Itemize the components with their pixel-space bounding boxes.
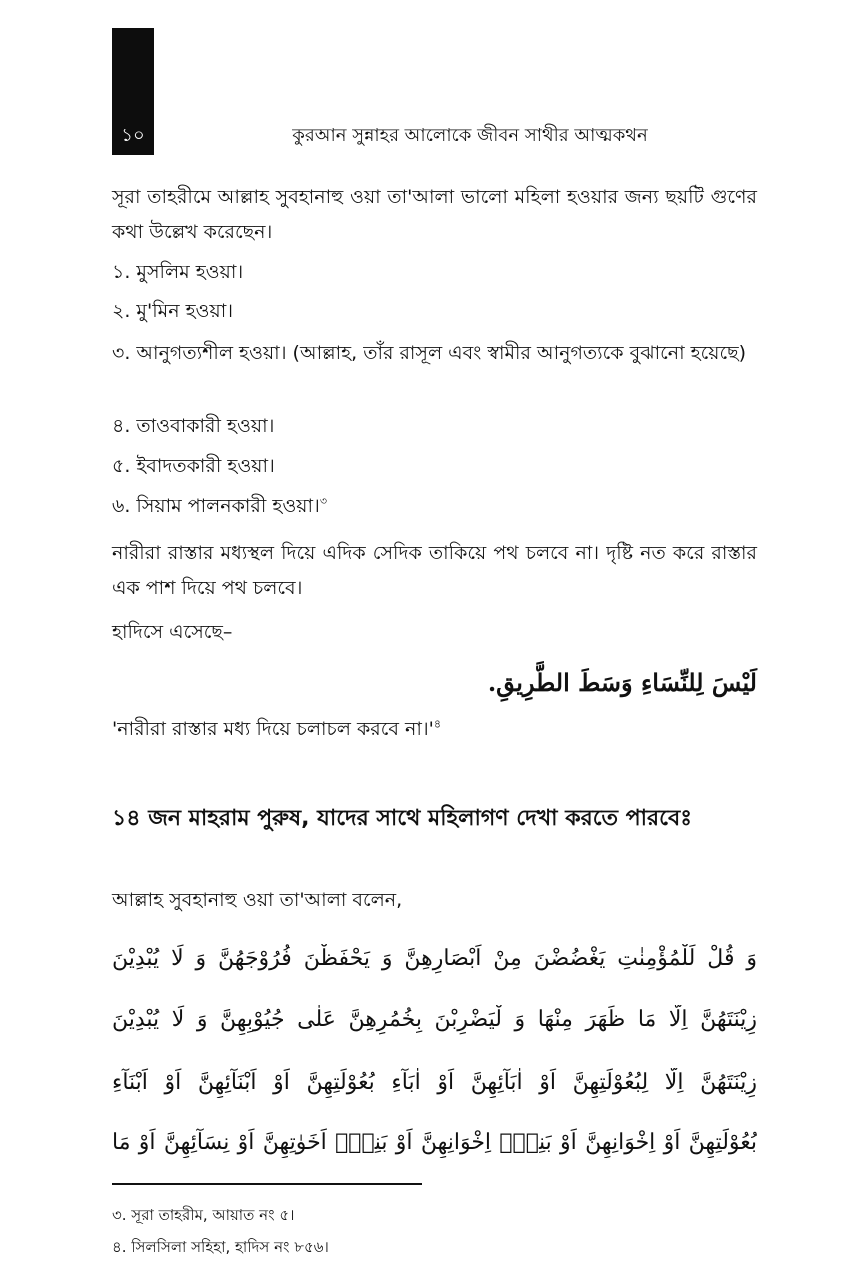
quality-item-5: ৫. ইবাদতকারী হওয়া। <box>112 455 275 477</box>
page-number: ১০ <box>121 125 145 146</box>
intro-paragraph: সূরা তাহরীমে আল্লাহ সুবহানাহু ওয়া তা'আলা ভালো মহিলা হওয়ার জন্য ছয়টি গুণের কথা উল্লেখ করেছেন। <box>112 186 757 243</box>
footnote-ref-4: ৪ <box>433 717 441 731</box>
footnote-divider <box>112 1183 422 1185</box>
hadith-arabic: لَيْسَ لِلنِّسَاءِ وَسَطَ الطَّرِيقِ. <box>487 668 757 697</box>
quality-item-3: ৩. আনুগত্যশীল হওয়া। (আল্লাহ, তাঁর রাসূল এবং স্বামীর আনুগত্যকে বুঝানো হয়েছে) <box>112 342 746 364</box>
quran-line-2: زِيْنَتَهُنَّ اِلَّا مَا ظَهَرَ مِنْهَا وَ لْيَضْرِبْنَ بِخُمُرِهِنَّ عَلٰى جُيُوْبِهِنَّ وَ لَا يُبْدِيْنَ <box>112 1007 757 1032</box>
quality-item-6 <box>112 491 757 521</box>
quran-intro: আল্লাহ সুবহানাহু ওয়া তা'আলা বলেন, <box>112 889 403 911</box>
section-heading: ১৪ জন মাহরাম পুরুষ, যাদের সাথে মহিলাগণ দেখা করতে পারবেঃ <box>112 806 692 831</box>
quran-line-4: بُعُوْلَتِهِنَّ اَوْ اِخْوَانِهِنَّ اَوْ بَنِيْۤ اِخْوَانِهِنَّ اَوْ بَنِيْۤ اَخَوٰتِهِنَّ اَوْ نِسَآئِهِنَّ اَوْ مَا <box>112 1130 757 1155</box>
footnote-ref-3: ৩ <box>319 494 327 508</box>
hadith-translation <box>112 714 757 744</box>
quality-item-4: ৪. তাওবাকারী হওয়া। <box>112 415 275 437</box>
running-title: কুরআন সুন্নাহর আলোকে জীবন সাথীর আত্মকথন <box>292 125 648 146</box>
footnote-4: ৪. সিলসিলা সহিহা, হাদিস নং ৮৫৬। <box>112 1238 329 1256</box>
quran-line-1: وَ قُلْ لِّلْمُؤْمِنٰتِ يَغْضُضْنَ مِنْ اَبْصَارِهِنَّ وَ يَحْفَظْنَ فُرُوْجَهُنَّ وَ لَا يُبْدِيْنَ <box>112 946 757 971</box>
road-paragraph: নারীরা রাস্তার মধ্যস্থল দিয়ে এদিক সেদিক তাকিয়ে পথ চলবে না। দৃষ্টি নত করে রাস্তার এক পাশ দিয়ে পথ চলবে। <box>112 542 757 599</box>
hadith-translation-text: 'নারীরা রাস্তার মধ্য দিয়ে চলাচল করবে না।' <box>112 718 434 740</box>
quality-item-1: ১. মুসলিম হওয়া। <box>112 261 244 283</box>
quality-item-6-text: ৬. সিয়াম পালনকারী হওয়া। <box>112 495 320 517</box>
hadith-intro: হাদিসে এসেছে– <box>112 621 233 643</box>
quran-line-3: زِيْنَتَهُنَّ اِلَّا لِبُعُوْلَتِهِنَّ اَوْ اٰبَآئِهِنَّ اَوْ اٰبَآءِ بُعُوْلَتِهِنَّ اَوْ اَبْنَآئِهِنَّ اَوْ اَبْنَآءِ <box>112 1070 757 1095</box>
quality-item-2: ২. মু'মিন হওয়া। <box>112 300 234 322</box>
footnote-3: ৩. সূরা তাহরীম, আয়াত নং ৫। <box>112 1206 295 1224</box>
